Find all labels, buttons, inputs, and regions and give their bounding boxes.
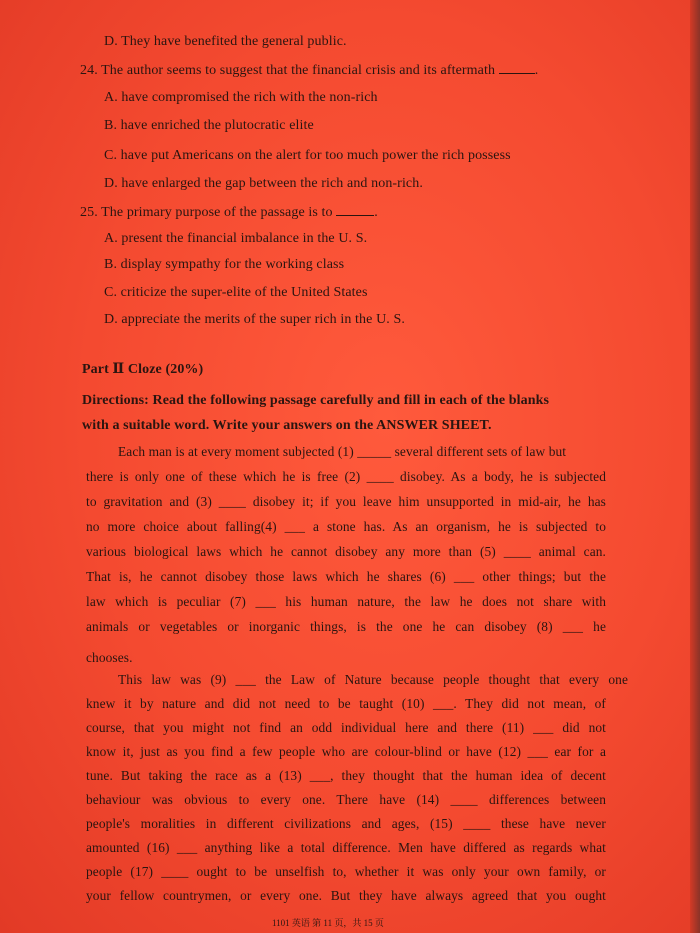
cloze-line: there is only one of these which he is free (2) ____ disobey. As a body, he is subjected xyxy=(86,469,606,484)
q24-stem-text: 24. The author seems to suggest that the financial crisis and its aftermath xyxy=(80,63,496,78)
cloze-line: amounted (16) ___ anything like a total difference. Men have differed as regards what xyxy=(86,840,606,855)
q24-stem-end: . xyxy=(534,63,539,78)
q24-stem xyxy=(80,61,538,79)
cloze-line: people (17) ____ ought to be unselfish to, whether it was only your own family, or xyxy=(86,864,606,879)
cloze-line: behaviour was obvious to every one. There have (14) ____ differences between xyxy=(86,792,606,807)
q25-option-c: C. criticize the super-elite of the United States xyxy=(104,285,368,300)
q25-answer-blank xyxy=(336,203,374,216)
cloze-line: no more choice about falling(4) ___ a stone has. As an organism, he is subjected to xyxy=(86,519,606,534)
q25-stem-end: . xyxy=(374,205,378,220)
cloze-line: to gravitation and (3) ____ disobey it; if you leave him unsupported in mid-air, he has xyxy=(86,494,606,509)
q24-option-c: C. have put Americans on the alert for too much power the rich possess xyxy=(104,148,511,163)
q24-answer-blank xyxy=(499,61,535,74)
cloze-line: chooses. xyxy=(86,650,133,665)
cloze-line: course, that you might not find an odd individual here and there (11) ___ did not xyxy=(86,720,606,735)
q25-option-d: D. appreciate the merits of the super rich in the U. S. xyxy=(104,312,405,327)
directions-line-1: Directions: Read the following passage carefully and fill in each of the blanks xyxy=(82,393,550,408)
q23-option-d: D. They have benefited the general public. xyxy=(104,34,347,49)
page-footer: 1101 英语 第 11 页，共 15 页 xyxy=(272,918,384,928)
cloze-line: Each man is at every moment subjected (1) _____ several different sets of law but xyxy=(118,444,567,459)
paper-edge xyxy=(690,0,700,933)
cloze-line: people's moralities in different civilizations and ages, (15) ____ these have never xyxy=(86,816,606,831)
q25-option-b: B. display sympathy for the working class xyxy=(104,257,345,272)
q25-stem-text: 25. The primary purpose of the passage is to xyxy=(80,205,333,220)
directions-line-2: with a suitable word. Write your answers on the ANSWER SHEET. xyxy=(82,418,492,433)
cloze-line: This law was (9) ___ the Law of Nature because people thought that every one xyxy=(118,672,628,687)
cloze-line: know it, just as you find a few people who are colour-blind or have (12) ___ ear for a xyxy=(86,744,606,759)
q24-option-d: D. have enlarged the gap between the rich and non-rich. xyxy=(104,176,423,191)
q24-option-b: B. have enriched the plutocratic elite xyxy=(104,118,314,133)
cloze-line: tune. But taking the race as a (13) ___, they thought that the human idea of decent xyxy=(86,768,606,783)
cloze-line: various biological laws which he cannot disobey any more than (5) ____ animal can. xyxy=(86,544,606,559)
q24-option-a: A. have compromised the rich with the non-rich xyxy=(104,90,378,105)
cloze-line: your fellow countrymen, or every one. But they have always agreed that you ought xyxy=(86,888,606,903)
cloze-line: animals or vegetables or inorganic things, is the one he can disobey (8) ___ he xyxy=(86,619,606,634)
cloze-line: knew it by nature and did not need to be taught (10) ___. They did not mean, of xyxy=(86,696,606,711)
cloze-line: That is, he cannot disobey those laws which he shares (6) ___ other things; but the xyxy=(86,569,606,584)
part2-heading: Part Ⅱ Cloze (20%) xyxy=(82,362,204,377)
q25-stem xyxy=(80,203,378,221)
cloze-line: law which is peculiar (7) ___ his human nature, the law he does not share with xyxy=(86,594,606,609)
q25-option-a: A. present the financial imbalance in the U. S. xyxy=(104,231,368,246)
